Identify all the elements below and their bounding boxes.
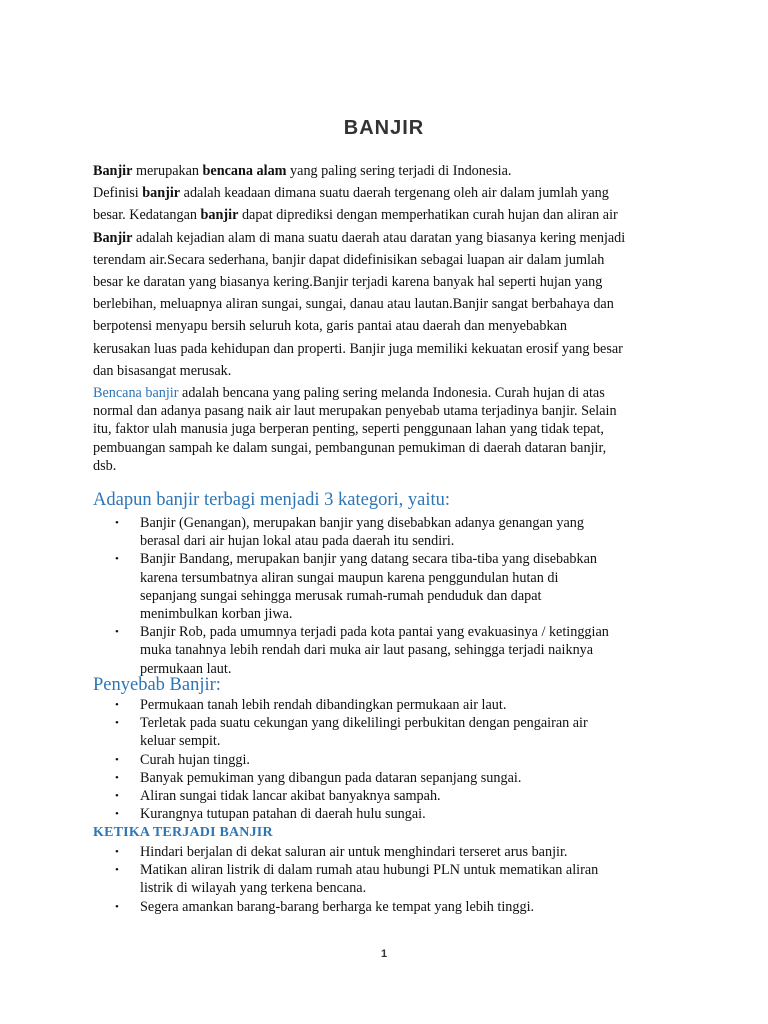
bullet-icon: • — [115, 753, 119, 766]
text-line: besar ke daratan yang biasanya kering.Banjir terjadi karena banyak hal seperti hujan yang — [93, 274, 603, 291]
list-item — [93, 787, 588, 805]
list-line: berasal dari air hujan lokal atau pada daerah itu sendiri. — [140, 533, 455, 550]
list-line: Curah hujan tinggi. — [140, 751, 250, 768]
bold-term: Banjir — [93, 163, 133, 179]
text-line — [93, 227, 683, 249]
list-line: Kurangnya tutupan patahan di daerah hulu sungai. — [140, 806, 426, 823]
list-item — [93, 843, 598, 861]
bullet-icon: • — [115, 626, 119, 639]
list-line: Banyak pemukiman yang dibangun pada dataran sepanjang sungai. — [140, 769, 522, 786]
bullet-icon: • — [115, 517, 119, 529]
list-item — [93, 550, 609, 623]
text-run: adalah keadaan dimana suatu daerah tergenang oleh air dalam jumlah yang — [180, 185, 609, 202]
text-line: itu, faktor ulah manusia juga berperan penting, seperti penggunaan lahan yang tidak tepat, — [93, 421, 604, 438]
list-line: Hindari berjalan di dekat saluran air untuk menghindari terseret arus banjir. — [140, 844, 568, 860]
text-run: Definisi — [93, 185, 143, 202]
bold-term: bencana alam — [202, 163, 287, 179]
kategori-list — [93, 514, 609, 678]
list-line: Aliran sungai tidak lancar akibat banyaknya sampah. — [140, 788, 441, 805]
list-line: keluar sempit. — [140, 733, 221, 750]
bold-term: banjir — [142, 185, 181, 202]
text-line — [93, 384, 683, 402]
list-item — [93, 898, 598, 916]
paragraph-definition — [93, 160, 683, 382]
list-item — [93, 714, 588, 750]
heading-kategori: Adapun banjir terbagi menjadi 3 kategori, yaitu: — [93, 490, 451, 510]
heading-ketika: KETIKA TERJADI BANJIR — [93, 825, 273, 840]
list-line: Banjir Bandang, merupakan banjir yang datang secara tiba-tiba yang disebabkan — [140, 551, 597, 568]
text-line: dan bisasangat merusak. — [93, 362, 232, 379]
text-line: kerusakan luas pada kehidupan dan properti. Banjir juga memiliki kekuatan erosif yang besar — [93, 340, 623, 357]
list-item — [93, 751, 588, 769]
list-line: Terletak pada suatu cekungan yang dikelilingi perbukitan dengan pengairan air — [140, 715, 588, 732]
bullet-icon: • — [115, 699, 119, 711]
text-run: adalah bencana yang paling sering melanda Indonesia. Curah hujan di atas — [178, 385, 605, 401]
bullet-icon: • — [115, 790, 119, 803]
text-line — [93, 204, 683, 226]
list-item — [93, 514, 609, 550]
bullet-icon: • — [115, 771, 119, 784]
text-run: yang paling sering terjadi di Indonesia. — [286, 163, 512, 179]
list-line: sepanjang sungai sehingga merusak rumah-rumah penduduk dan dapat — [140, 587, 542, 604]
text-run: besar. Kedatangan — [93, 207, 201, 224]
text-line — [93, 160, 683, 182]
paragraph-bencana — [93, 384, 683, 475]
list-line: listrik di wilayah yang terkena bencana. — [140, 880, 367, 897]
bencana-banjir-link[interactable]: Bencana banjir — [93, 385, 179, 401]
list-line: Segera amankan barang-barang berharga ke tempat yang lebih tinggi. — [140, 898, 535, 915]
list-item — [93, 623, 609, 678]
list-line: Banjir Rob, pada umumnya terjadi pada kota pantai yang evakuasinya / ketinggian — [140, 624, 609, 641]
bold-term: Banjir — [93, 229, 133, 246]
list-line: Permukaan tanah lebih rendah dibandingkan permukaan air laut. — [140, 697, 507, 713]
list-item — [93, 861, 598, 897]
text-run: merupakan — [132, 163, 203, 179]
heading-penyebab: Penyebab Banjir: — [93, 675, 221, 695]
list-item — [93, 696, 588, 714]
text-line: berlebihan, meluapnya aliran sungai, sungai, danau atau lautan.Banjir sangat berbahaya dan — [93, 296, 614, 313]
list-item — [93, 805, 588, 823]
list-line: Matikan aliran listrik di dalam rumah atau hubungi PLN untuk mematikan aliran — [140, 862, 599, 879]
page-title: BANJIR — [343, 117, 425, 139]
list-line: Banjir (Genangan), merupakan banjir yang disebabkan adanya genangan yang — [140, 515, 584, 531]
list-line: menimbulkan korban jiwa. — [140, 606, 293, 623]
text-line: normal dan adanya pasang naik air laut merupakan penyebab utama terjadinya banjir. Selain — [93, 403, 617, 420]
text-line — [93, 182, 683, 204]
bullet-icon: • — [115, 900, 119, 913]
bullet-icon: • — [115, 846, 119, 858]
text-line: pembuangan sampah ke dalam sungai, pembangunan pemukiman di daerah dataran banjir, — [93, 439, 607, 456]
list-line: permukaan laut. — [140, 660, 232, 677]
text-line: terendam air.Secara sederhana, banjir dapat didefinisikan sebagai luapan air dalam jumlah — [93, 251, 605, 268]
bullet-icon: • — [115, 864, 119, 877]
penyebab-list — [93, 696, 588, 823]
bullet-icon: • — [115, 808, 119, 821]
bold-term: banjir — [200, 207, 239, 224]
bullet-icon: • — [115, 553, 119, 566]
text-run: adalah kejadian alam di mana suatu daerah atau daratan yang biasanya kering menjadi — [132, 229, 626, 246]
text-line: berpotensi menyapu bersih seluruh kota, garis pantai atau daerah dan menyebabkan — [93, 318, 567, 335]
bullet-icon: • — [115, 717, 119, 730]
page-number: 1 — [380, 948, 388, 960]
text-run: dapat diprediksi dengan memperhatikan curah hujan dan aliran air — [238, 207, 618, 224]
text-line: dsb. — [93, 457, 117, 474]
list-item — [93, 769, 588, 787]
list-line: karena tersumbatnya aliran sungai maupun karena penggundulan hutan di — [140, 569, 559, 586]
ketika-list — [93, 843, 598, 916]
list-line: muka tanahnya lebih rendah dari muka air laut pasang, sehingga terjadi naiknya — [140, 642, 594, 659]
